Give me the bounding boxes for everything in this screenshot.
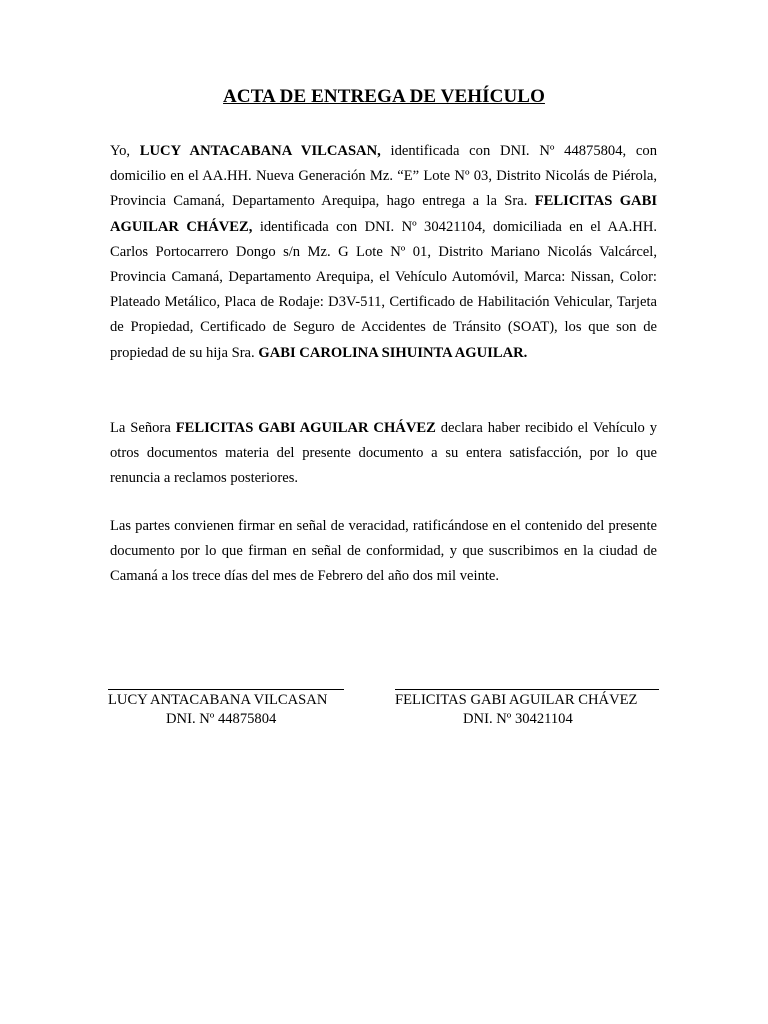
text-run: La Señora [110,420,176,436]
signatory-name: LUCY ANTACABANA VILCASAN [108,692,328,708]
signature-line [395,689,659,690]
paragraph-text [110,139,657,366]
bold-name: GABI CAROLINA SIHUINTA AGUILAR. [258,344,528,361]
bold-name: FELICITAS GABI AGUILAR CHÁVEZ, [110,193,658,235]
document-title: ACTA DE ENTREGA DE VEHÍCULO [223,86,545,107]
bold-name: LUCY ANTACABANA VILCASAN, [139,143,381,159]
paragraph-text [110,514,657,590]
signature-block-right [395,689,659,729]
text-run: identificada con DNI. Nº 44875804, con domicilio en el AA.HH. Nueva Generación Mz. “E” Lote Nº 03, Distrito Nicolás de Piérola, Provincia Camaná, Departamento Arequipa, hago entrega a la Sra. [110,143,657,210]
bold-name: FELICITAS GABI AGUILAR CHÁVEZ [175,420,436,436]
signature-line [108,689,344,690]
paragraph-agreement [110,514,657,590]
text-run: Yo, [110,143,140,159]
text-run: identificada con DNI. Nº 30421104, domiciliada en el AA.HH. Carlos Portocarrero Dongo s/n Mz. G Lote Nº 01, Distrito Mariano Nicolás Valcárcel, Provincia Camaná, Departamento Arequipa, el Vehículo Automóvil, Marca: Nissan, Color: Plateado Metálico, Placa de Rodaje: D3V-511, Certificado de Habilitación Vehicular, Tarjeta de Propiedad, Certificado de Seguro de Accidentes de Tránsito (SOAT), los que son de propiedad de su hija Sra. [110,218,658,361]
paragraph-text [110,416,657,492]
signatory-dni: DNI. Nº 30421104 [463,711,573,727]
signatory-name: FELICITAS GABI AGUILAR CHÁVEZ [395,692,638,708]
paragraph-receipt [110,416,657,492]
text-run: Las partes convienen firmar en señal de veracidad, ratificándose en el contenido del presente documento por lo que firman en señal de conformidad, y que suscribimos en la ciudad de Camaná a los trece días del mes de Febrero del año dos mil veinte. [110,518,657,585]
signatory-dni: DNI. Nº 44875804 [166,711,277,727]
text-run: declara haber recibido el Vehículo y otros documentos materia del presente documento a su entera satisfacción, por lo que renuncia a reclamos posteriores. [110,420,657,487]
signature-block-left [108,689,344,729]
paragraph-delivery [110,139,657,366]
